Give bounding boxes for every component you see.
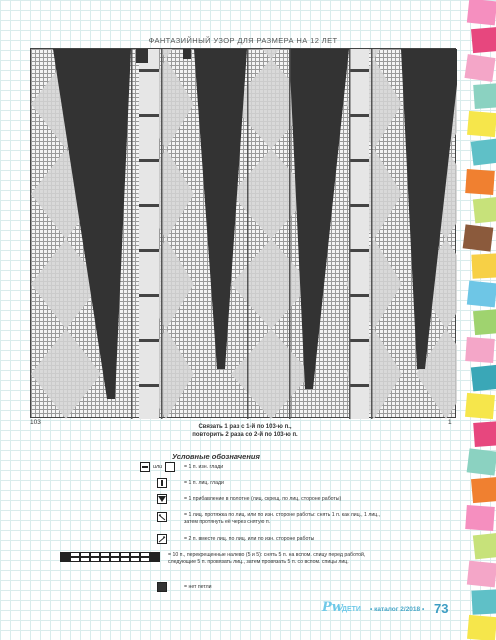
repeat-instructions-line-1: Связать 1 раз с 1-й по 103-ю п.,: [198, 424, 292, 430]
legend-symbol: [140, 534, 184, 544]
legend-title: Условные обозначения: [172, 452, 260, 461]
chart-divider: [349, 49, 351, 419]
decorative-tab: [465, 337, 495, 363]
decorative-tab: [473, 421, 496, 447]
decorative-tab: [467, 448, 496, 475]
chart-cable-cross: [139, 204, 159, 207]
chart-cable-cross: [349, 384, 369, 387]
chart-cable-cross: [139, 114, 159, 117]
chart-cable-cross: [139, 339, 159, 342]
page-title: ФАНТАЗИЙНЫЙ УЗОР ДЛЯ РАЗМЕРА НА 12 ЛЕТ: [148, 36, 338, 45]
chart-cable-cross: [139, 294, 159, 297]
decorative-tab: [465, 393, 495, 419]
legend-text-block: [168, 552, 365, 566]
chart-graphic: [31, 49, 457, 419]
decorative-tab: [467, 111, 496, 137]
decorative-tab: [467, 0, 496, 25]
decorative-tab: [467, 615, 496, 640]
legend-text-continued: затем протянуть её через снятую п.: [184, 519, 271, 525]
decorative-tab: [463, 224, 494, 251]
magazine-logo: Pw: [322, 600, 343, 615]
chart-diamond: [231, 329, 311, 419]
decorative-tab: [467, 281, 496, 308]
chart-cable-cross: [349, 204, 369, 207]
chart-wedge: [289, 49, 349, 389]
legend-item-ssk: [140, 512, 380, 526]
repeat-instructions: [150, 423, 340, 439]
legend-item-no-stitch: [140, 582, 212, 592]
decorative-tab: [473, 533, 496, 560]
chart-cable-cross: [349, 339, 369, 342]
decorative-tab: [465, 505, 495, 531]
chart-diamond: [31, 329, 101, 419]
chart-cable-cross: [349, 114, 369, 117]
legend-text: = нет петли: [184, 583, 212, 590]
decorative-tab: [473, 197, 496, 224]
legend-text: = 10 п., перекрещенные налево (5 и 5): снять 5 п. на вспом. спицу перед работой,: [168, 552, 366, 558]
legend-text: = 2 п. вместе лиц. по лиц. или по изн. стороне работы: [184, 535, 315, 542]
k2tog-slash-icon: [157, 534, 167, 544]
ssk-slash-icon: [157, 512, 167, 522]
legend-symbol: [140, 582, 184, 592]
legend-symbols: [140, 462, 184, 472]
legend-item-k2tog: [140, 534, 314, 544]
chart-divider: [131, 49, 133, 419]
decorative-tab: [471, 589, 496, 614]
chart-cable-cross: [349, 249, 369, 252]
chart-cable-cross: [349, 69, 369, 72]
row-number-end: 1: [448, 419, 452, 426]
chart-cable-cross: [139, 249, 159, 252]
legend-or-label: или: [153, 464, 163, 470]
chart-notch: [331, 49, 343, 67]
empty-cell-icon: [165, 462, 175, 472]
row-number-start: 103: [30, 419, 41, 426]
cable-cross-icon: [60, 552, 160, 566]
chart-divider: [289, 49, 291, 419]
knitting-chart: [30, 48, 456, 418]
chart-divider: [371, 49, 373, 419]
decorative-tab: [467, 561, 496, 588]
decorative-tab: [471, 365, 496, 392]
chart-cable-cross: [139, 69, 159, 72]
chart-cable-cross: [349, 294, 369, 297]
knit-bar-icon: [157, 478, 167, 488]
chart-wedge: [194, 49, 247, 369]
decorative-tab: [471, 27, 496, 53]
chart-cable-panel: [349, 49, 369, 419]
page-number: 73: [434, 601, 449, 616]
decorative-tab: [471, 477, 496, 503]
chart-notch: [183, 49, 191, 59]
decorative-tab: [471, 138, 496, 165]
legend-text: = 1 лиц. протяжка по лиц. или по изн. стороне работы: снять 1 п. как лиц., 1 лиц.,: [184, 512, 381, 518]
chart-cable-cross: [139, 384, 159, 387]
purl-dash-icon: [140, 462, 150, 472]
legend-item-cable: [60, 552, 365, 566]
magazine-issue: • каталог 2/2018 •: [370, 606, 425, 613]
decorative-tab: [473, 83, 496, 109]
chart-divider: [161, 49, 163, 419]
chart-divider: [247, 49, 249, 419]
legend-text: = 1 п. изн. глади: [184, 463, 224, 470]
chart-notch: [136, 49, 148, 63]
decorative-tab: [471, 253, 496, 278]
no-stitch-icon: [157, 582, 167, 592]
legend-text-block: [184, 512, 380, 526]
magazine-brand: ДЕТИ: [342, 606, 361, 613]
chart-cable-cross: [139, 159, 159, 162]
repeat-instructions-line-2: повторить 2 раза со 2-й по 103-ю п.: [192, 432, 298, 438]
legend-symbol: [140, 478, 184, 488]
legend-text-continued: следующие 5 п. провязать лиц., затем провязать 5 п. со вспом. спицы лиц.: [168, 559, 349, 565]
legend-symbol: [140, 494, 184, 504]
decorative-tab: [464, 54, 495, 82]
legend-text: = 1 п. лиц. глади: [184, 479, 224, 486]
decorative-tab: [473, 309, 496, 335]
increase-triangle-icon: [157, 494, 167, 504]
chart-cable-panel: [139, 49, 159, 419]
legend-text: = 1 прибавление в полотне (лиц. скрещ. по лиц. стороне работы): [184, 495, 342, 502]
decorative-tab: [465, 169, 495, 195]
chart-cable-cross: [349, 159, 369, 162]
legend-item-increase: [140, 494, 341, 504]
legend-symbol: [140, 512, 184, 522]
legend-item-purl: [140, 462, 223, 472]
legend-item-knit: [140, 478, 224, 488]
